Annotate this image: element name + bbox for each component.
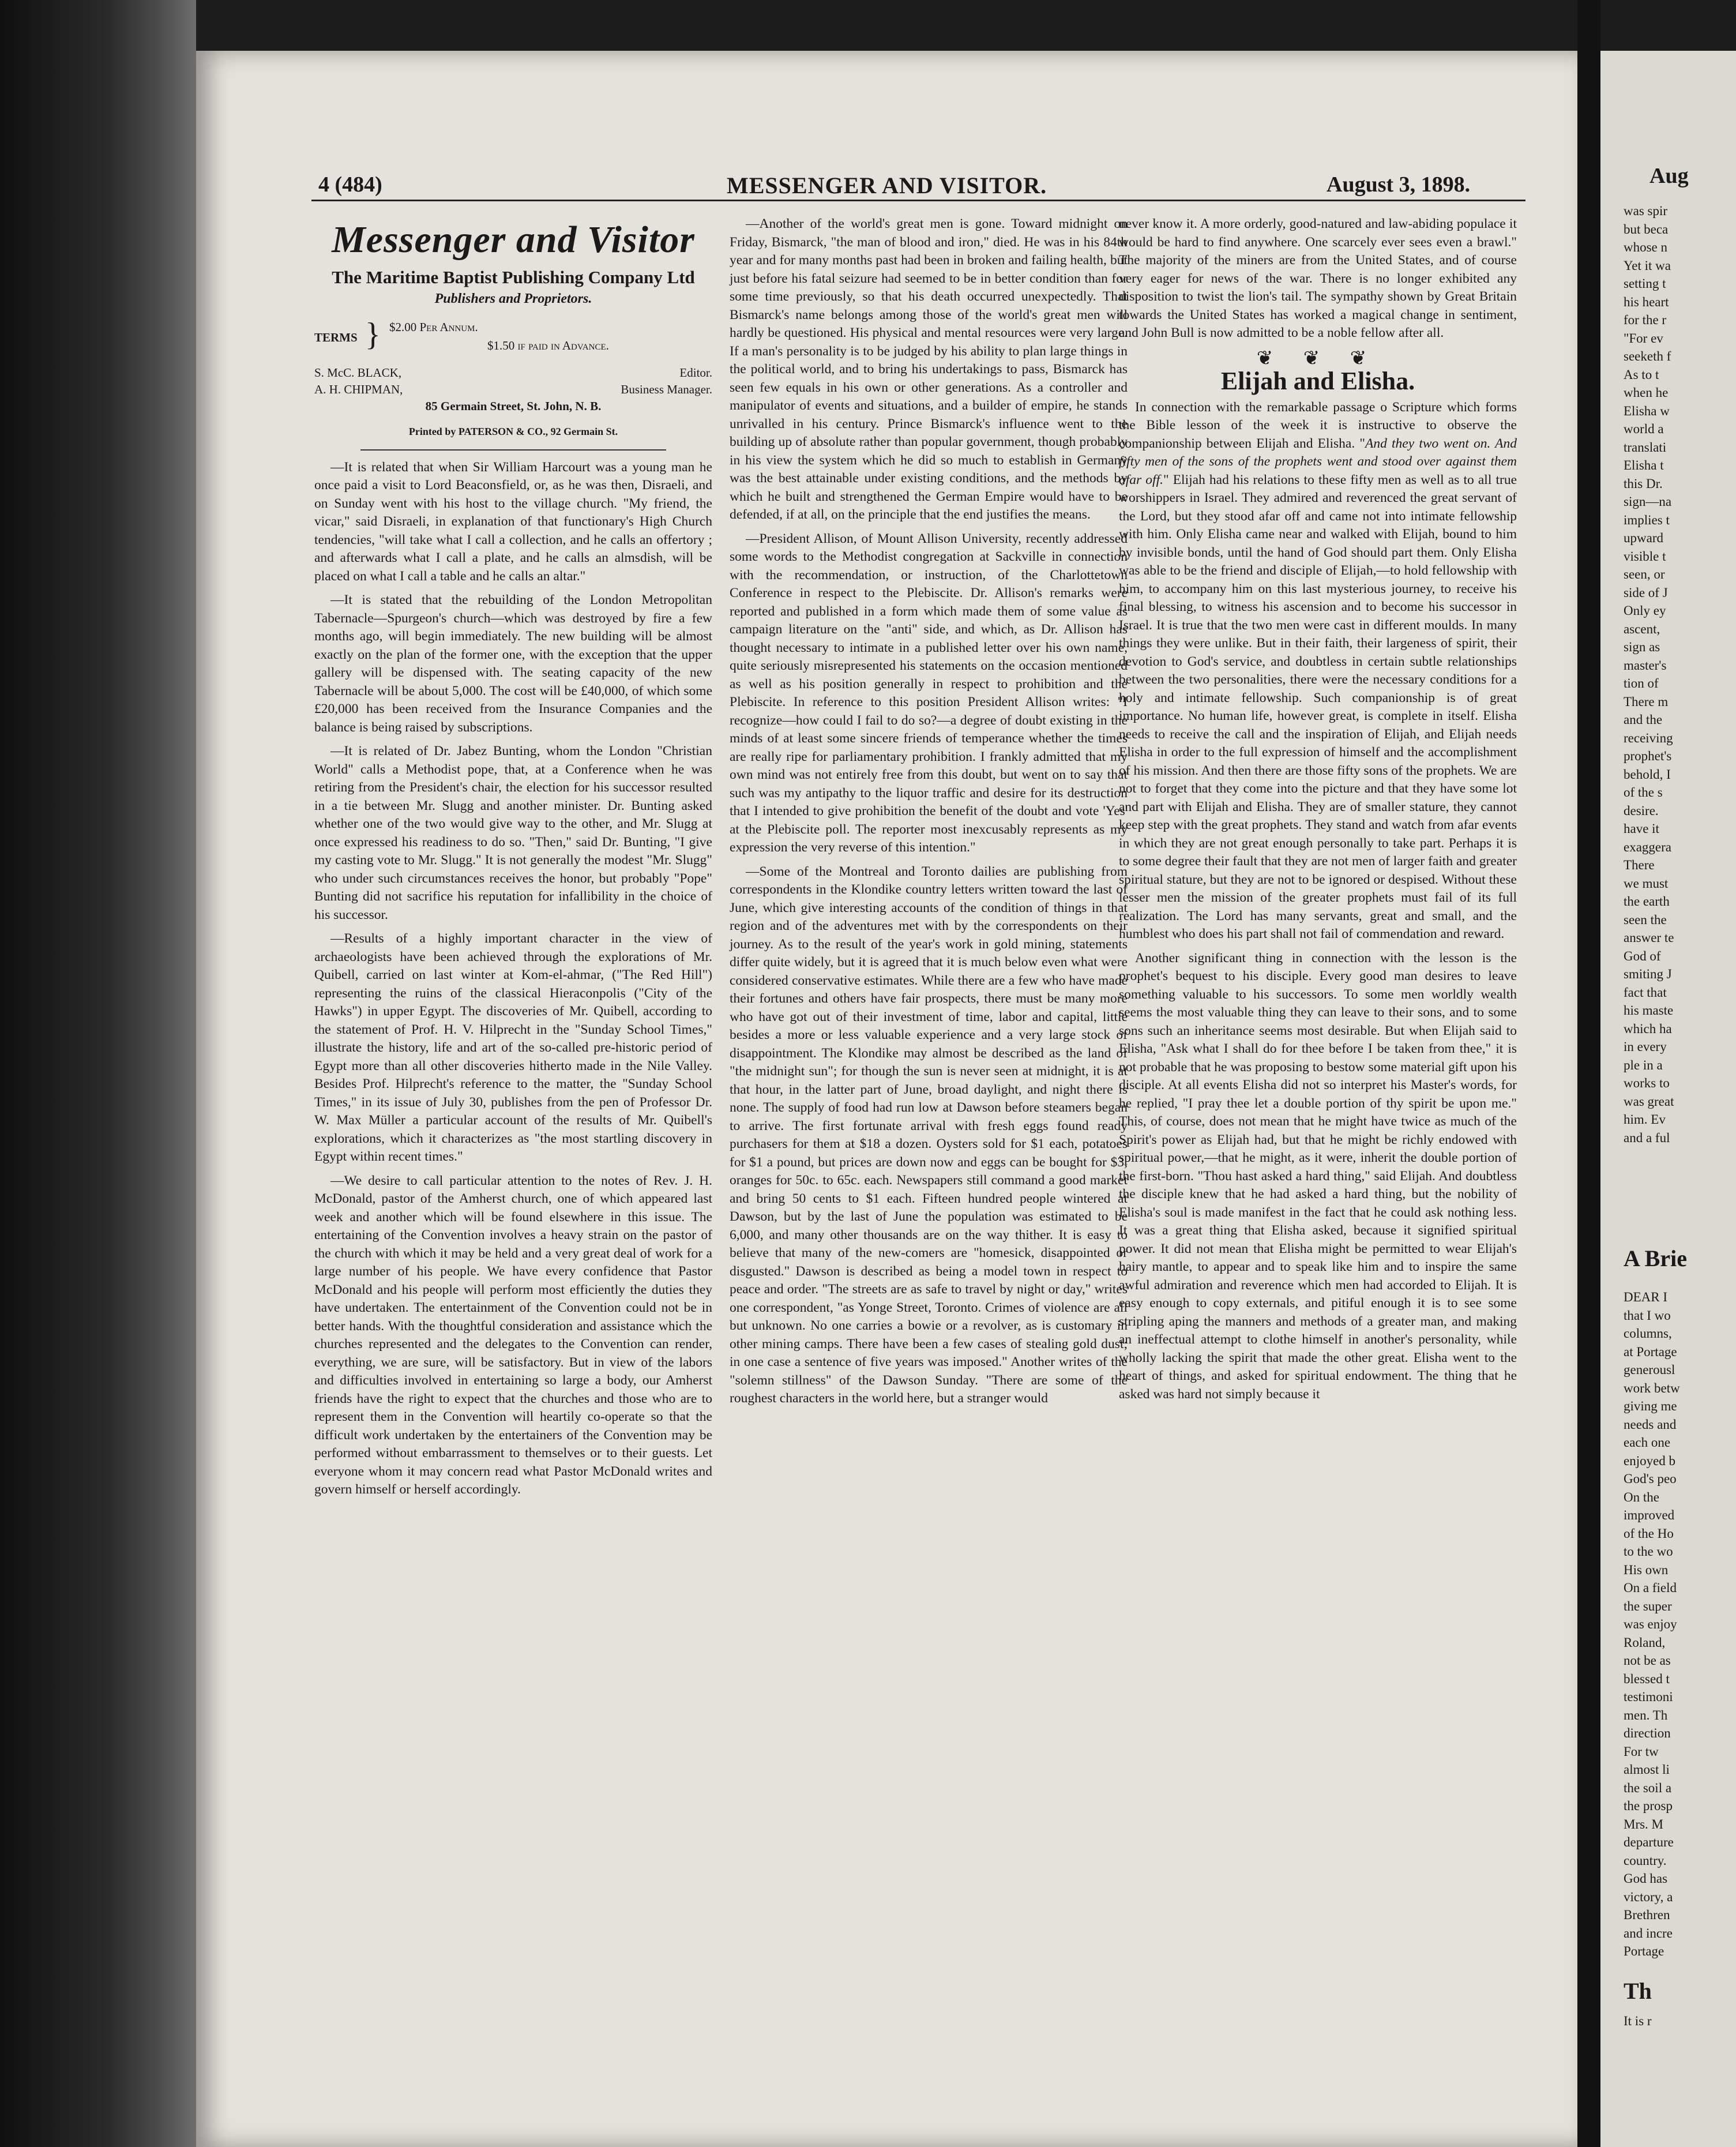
article-elijah-2: Another significant thing in connection with the lesson is the prophet's bequest to his disciple. Every good man desires to leave something valuable to his successors. To some men worldly wealth seems the most valuable thing they can leave to their sons, and to some sons such an inheritance seems most desirable. But when Elijah said to Elisha, "Ask what I shall do for thee before I be taken from thee," it is not probable that he was proposing to bestow some material gift upon his disciple. At all events Elisha did not so interpret his Master's words, for he replied, "I pray thee let a double portion of thy spirit be upon me." This, of course, does not mean that he might have twice as much of the Spirit's power as Elijah had, but that he might be richly endowed with spiritual power,—that he might, as it were, inherit the double portion of the first-born. "Thou hast asked a hard thing," said Elijah. And doubtless the disciple knew that he had asked a hard thing, but the nobility of Elisha's soul is made manifest in the fact that he could ask nothing less. It was a great thing that Elisha asked, because it signified spiritual power. It did not mean that Elisha might be permitted to wear Elijah's hairy mantle, to appear and to speak like him and to inspire the same awful admiration and reverence which men had accorded to Elijah. It is easy enough to copy externals, and pitiful enough it is to see some stripling aping the manners and methods of a greater man, and making an ineffectual attempt to clothe himself in another's personality, while wholly lacking the spirit that made the other great. Elisha went to the heart of things, and asked for spiritual endowment. The thing that he asked was hard not simply because it	[1119, 950, 1517, 1402]
facing-line: God of	[1624, 948, 1661, 963]
facing-line: seen the	[1624, 912, 1667, 927]
facing-heading-3: Th	[1624, 1978, 1652, 2004]
manager-role: Business Manager.	[621, 382, 712, 396]
terms-label: TERMS	[314, 331, 358, 344]
article-klondike: —Some of the Montreal and Toronto dailies are publishing from correspondents in the Klondike country letters written toward the last of June, which give interesting accounts of the condition of things in that region and of the adventures met with by the correspondents on their journey. As to the result of the year's work in gold mining, statements differ quite widely, but it is agreed that it is much below even what were considered conservative estimates. While there are a few who have made their fortunes and others have fair prospects, there must be many more who have got out of their investment of time, labor and capital, little besides a more or less valuable experience and a very large stock of disappointment. The Klondike may almost be described as the land of "the midnight sun"; for though the sun is never seen at midnight, it is at that hour, in the latter part of June, broad daylight, and night there is none. The supply of food had run low at Dawson before steamers began to arrive. The first fortunate arrival with fresh eggs found ready purchasers for them at $18 a dozen. Oysters sold for $1 each, potatoes for $1 a pound, but prices are down now and eggs can be bought for $3, oranges for 50c. to 65c. each. Newspapers still command a good market and bring 50 cents to $1 each. Fifteen hundred people wintered at Dawson, but by the last of June the population was estimated to be 6,000, and many other thousands are on the way thither. It is easy to believe that many of the new-comers are "homesick, disappointed or disgusted." Dawson is described as being a model town in respect to peace and order. "The streets are as safe to travel by night or day," writes one correspondent, "as Yonge Street, Toronto. Crimes of violence are all but unknown. No one carries a bowie or a revolver, as is customary in other mining camps. There have been a few cases of stealing gold dust; in one case a sentence of five years was imposed." Another writes of the "solemn stillness" of the Dawson Sunday. "There are some of the roughest characters in the world here, but a stranger would	[730, 864, 1128, 1406]
staff-editor	[314, 365, 712, 381]
facing-line: enjoyed b	[1624, 1453, 1676, 1468]
terms-annual: $2.00 Per Annum.	[389, 320, 478, 334]
facing-line: and incre	[1624, 1925, 1673, 1940]
editor-role: Editor.	[679, 366, 712, 380]
page-number: 4 (484)	[318, 172, 382, 197]
facing-line: not be as	[1624, 1653, 1671, 1668]
facing-line: seen, or	[1624, 567, 1665, 581]
facing-line: translati	[1624, 440, 1667, 455]
book-spine	[0, 0, 196, 2147]
facing-page-header: Aug	[1649, 164, 1689, 188]
facing-line: God has	[1624, 1871, 1668, 1886]
facing-line: needs and	[1624, 1417, 1677, 1432]
facing-line: was spir	[1624, 204, 1668, 218]
facing-line: For tw	[1624, 1744, 1659, 1759]
facing-line: the prosp	[1624, 1799, 1673, 1813]
facing-line: receiving	[1624, 730, 1673, 745]
facing-line: setting t	[1624, 276, 1666, 291]
masthead-publishers: Publishers and Proprietors.	[434, 291, 592, 306]
header-rule	[311, 200, 1525, 201]
facing-line: upward	[1624, 531, 1663, 545]
facing-line: which ha	[1624, 1021, 1672, 1036]
article-bunting: —It is related of Dr. Jabez Bunting, whom the London "Christian World" calls a Methodist pope, that, at a Conference when he was retiring from the President's chair, the election for his successor resulted in a tie between Mr. Slugg and another minister. Dr. Bunting asked whether one of the two would give way to the other, and Mr. Slugg at once expressed his readiness to do so. "Then," said Dr. Bunting, "I give my casting vote to Mr. Slugg." It is not generally the modest "Mr. Slugg" who under such circumstances receives the honor, but probably "Pope" Bunting did not sacrifice his reputation for infallibility in the choice of his successor.	[314, 744, 712, 922]
facing-line: fact that	[1624, 985, 1667, 1000]
facing-line: to the wo	[1624, 1544, 1673, 1559]
facing-line: exaggera	[1624, 839, 1671, 854]
article-klondike-cont: never know it. A more orderly, good-natured and law-abiding populace it would be hard to find anywhere. One scarcely ever sees even a brawl." The majority of the miners are from the United States, and of course very eager for news of the war. There is no longer exhibited any disposition to twist the lion's tail. The sympathy shown by Great Britain towards the United States has worked a magical change in sentiment, and John Bull is now admitted to be a noble fellow after all.	[1119, 216, 1517, 340]
facing-line: implies t	[1624, 512, 1670, 527]
facing-line: As to t	[1624, 367, 1659, 382]
facing-line: when he	[1624, 385, 1669, 400]
facing-line: master's	[1624, 658, 1667, 673]
facing-line: men. Th	[1624, 1707, 1668, 1722]
article-elijah-1	[1119, 399, 1517, 944]
brace-icon: }	[365, 317, 381, 352]
staff-manager	[314, 381, 712, 398]
masthead	[314, 215, 712, 451]
facing-line: His own	[1624, 1562, 1669, 1577]
facing-line: Elisha t	[1624, 458, 1664, 472]
terms-advance: $1.50 if paid in Advance.	[487, 339, 609, 352]
newspaper-page	[196, 51, 1577, 2147]
facing-line: for the r	[1624, 313, 1667, 327]
facing-line: country.	[1624, 1853, 1667, 1868]
facing-line: desire.	[1624, 803, 1659, 818]
scripture-quote: And they two went on. And fifty men of the sons of the prophets went and stood over against them afar off.	[1119, 436, 1517, 487]
facing-line: his maste	[1624, 1003, 1674, 1018]
column-2	[730, 215, 1128, 1414]
facing-line: Elisha w	[1624, 403, 1670, 418]
office-address: 85 Germain Street, St. John, N. B.	[425, 399, 602, 413]
facing-line: Portage	[1624, 1944, 1664, 1958]
column-1	[314, 215, 712, 1505]
facing-text-top	[1624, 202, 1736, 1147]
facing-line: this Dr.	[1624, 476, 1663, 491]
facing-line: Roland,	[1624, 1635, 1666, 1650]
facing-line: DEAR I	[1624, 1290, 1668, 1304]
facing-line: of the s	[1624, 785, 1663, 800]
facing-line: the super	[1624, 1598, 1672, 1613]
facing-line: There m	[1624, 694, 1669, 709]
facing-line: visible t	[1624, 549, 1666, 564]
facing-line: Brethren	[1624, 1908, 1670, 1922]
facing-line: generousl	[1624, 1362, 1675, 1377]
editor-name: S. McC. BLACK,	[314, 366, 402, 380]
facing-line: columns,	[1624, 1326, 1672, 1341]
article-harcourt: —It is related that when Sir William Harcourt was a young man he once paid a visit to Lord Beaconsfield, or, as he was then, Disraeli, and on Sunday went with his host to the village church. "My friend, the vicar," said Disraeli, in explanation of that functionary's High Church tendencies, "will take what I call a collection, and he calls an offertory ; and afterwards what I call a plate, and he calls an almsdish, will be placed on what I call a table and he calls an altar."	[314, 459, 712, 584]
facing-line: almost li	[1624, 1762, 1670, 1777]
facing-line: and the	[1624, 712, 1663, 727]
facing-line: On a field	[1624, 1581, 1677, 1595]
facing-page	[1600, 51, 1736, 2147]
facing-line: departure	[1624, 1835, 1674, 1849]
facing-heading-2: A Brie	[1624, 1245, 1687, 1271]
facing-text-mid	[1624, 1288, 1736, 1961]
facing-line: world a	[1624, 422, 1664, 436]
facing-line: giving me	[1624, 1399, 1677, 1413]
masthead-company: The Maritime Baptist Publishing Company Ltd	[332, 267, 695, 287]
facing-line: Yet it wa	[1624, 258, 1671, 273]
facing-line: ascent,	[1624, 621, 1660, 636]
facing-line: work betw	[1624, 1380, 1680, 1395]
facing-line: whose n	[1624, 240, 1668, 254]
facing-line: the earth	[1624, 894, 1670, 909]
facing-line: prophet's	[1624, 749, 1672, 763]
facing-line: seeketh f	[1624, 349, 1671, 363]
masthead-rule	[360, 449, 666, 451]
facing-line: him. Ev	[1624, 1112, 1666, 1127]
facing-line: his heart	[1624, 294, 1669, 309]
facing-line: was great	[1624, 1094, 1674, 1109]
facing-line: the soil a	[1624, 1780, 1672, 1795]
facing-line: but beca	[1624, 222, 1669, 237]
facing-line: Only ey	[1624, 603, 1666, 618]
facing-line: each one	[1624, 1435, 1671, 1450]
facing-line: at Portage	[1624, 1344, 1677, 1359]
facing-line: sign—na	[1624, 494, 1672, 509]
facing-line: we must	[1624, 876, 1669, 891]
column-3	[1119, 215, 1517, 1409]
facing-line: "For ev	[1624, 331, 1663, 346]
article-allison: —President Allison, of Mount Allison University, recently addressed some words to the Methodist congregation at Sackville in connection with the recommendation, or instruction, of the Charlottetown Conference in respect to the Plebiscite. Dr. Allison's remarks were reported and published in a form which made them of some value as campaign literature on the "anti" side, and which, as Dr. Allison has thought necessary to intimate in a published letter over his own name, quite seriously misrepresented his statements on the occasion mentioned as well as his position generally in respect to prohibition and the Plebiscite. In reference to this position President Allison writes: "I recognize—how could I fail to do so?—a degree of doubt existing in the minds of at least some sincere friends of temperance whether the times are really ripe for parliamentary prohibition. I frankly admitted that my own mind was not entirely free from this doubt, but went on to say that such was my antipathy to the liquor traffic and desire for its destruction that I intended to give prohibition the benefit of the doubt and vote 'Yes' at the Plebiscite poll. The reporter most inexcusably represents as my expression the very reverse of this intention."	[730, 531, 1128, 855]
facing-line: Mrs. M	[1624, 1816, 1664, 1831]
facing-line: testimoni	[1624, 1690, 1673, 1704]
facing-line: have it	[1624, 821, 1659, 836]
facing-line: smiting J	[1624, 967, 1672, 981]
facing-line: sign as	[1624, 640, 1660, 654]
printer-line: Printed by PATERSON & CO., 92 Germain St.	[408, 426, 618, 437]
facing-line: behold, I	[1624, 767, 1671, 782]
article-tabernacle: —It is stated that the rebuilding of the London Metropolitan Tabernacle—Spurgeon's church—which was destroyed by fire a few months ago, will begin immediately. The new building will be almost exactly on the plan of the former one, with the exception that the upper gallery will be dispensed with. The seating capacity of the new Tabernacle will be about 5,000. The cost will be £40,000, of which some £20,000 has been received from the Insurance Companies and the balance is being raised by subscriptions.	[314, 592, 712, 735]
facing-line: tion of	[1624, 676, 1659, 690]
section-heading: Elijah and Elisha.	[1220, 367, 1415, 395]
facing-line: answer te	[1624, 930, 1674, 945]
facing-line: that I wo	[1624, 1308, 1671, 1323]
section-ornament: ❦ ❦ ❦	[1256, 347, 1380, 369]
manager-name: A. H. CHIPMAN,	[314, 382, 403, 396]
facing-line: direction	[1624, 1726, 1671, 1740]
facing-line: improved	[1624, 1508, 1675, 1522]
staff-list	[314, 365, 712, 415]
elijah-text-b: " Elijah had his relations to these fifty men as well as to all true worshippers in Israel. They admired and reverenced the great servant of the Lord, but they stood afar off and came not into intimate fellowship with him. Only Elisha came near and walked with Elijah, bound to him by invisible bonds, until the hand of God should part them. Only Elisha was able to be the friend and disciple of Elijah,—to hold fellowship with him, to accompany him on this last mysterious journey, to receive his final blessing, to witness his ascension and to become his successor in Israel. It is true that the two men were cast in different moulds. In many things they were unlike. But in their faith, their largeness of spirit, their devotion to God's service, and doubtless in certain subtle relationships between the two personalities, there were the necessary conditions for a holy and intimate fellowship. Such companionship is of great importance. No human life, however great, is complete in itself. Elisha needs to receive the call and the inspiration of Elijah, and Elijah needs Elisha in order to the full expression of himself and the accomplishment of his mission. And then there are those fifty sons of the prophets. We are not to forget that they come into the picture and that they have some lot and part with Elijah and Elisha. They are of smaller stature, they cannot keep step with the great prophets. They stand and watch from afar events in which they are not great enough personally to take part. Perhaps it is to some degree their fault that they are not men of larger faith and greater spiritual stature, but they are not to be ignored or despised. Without these lesser men the mission of the greater prophets must fail of its full realization. The Lord has many servants, great and small, and the humblest who does his part shall not fail of commendation and reward.	[1119, 472, 1517, 941]
facing-line: of the Ho	[1624, 1526, 1674, 1541]
facing-text-bottom	[1624, 2012, 1736, 2030]
facing-line: and a ful	[1624, 1130, 1670, 1145]
article-convention: —We desire to call particular attention to the notes of Rev. J. H. McDonald, pastor of the Amherst church, one of which appeared last week and another which will be found elsewhere in this issue. The entertaining of the Convention involves a heavy strain on the pastor of the church with which it may be held and a very great deal of work for a large number of his people. We have every confidence that Pastor McDonald and his people will perform most efficiently the duties they have undertaken. The entertainment of the Convention could not be in better hands. With the thoughtful consideration and assistance which the churches represented and the delegates to the Convention can render, everything, we are sure, will be satisfactory. But in view of the labors and difficulties involved in entertaining so large a body, our Amherst friends have the right to expect that the churches and those who are to represent them in the Convention will heartily co-operate so that the difficult work undertaken by the entertainers of the Convention may be performed without embarrassment to themselves or to their guests. Let everyone whom it may concern read what Pastor McDonald writes and govern himself or herself accordingly.	[314, 1173, 712, 1497]
facing-line: side of J	[1624, 585, 1668, 600]
page-header	[196, 172, 1577, 207]
facing-line: blessed t	[1624, 1671, 1670, 1686]
elijah-text-a: In connection with the remarkable passage o Scripture which forms the Bible lesson of the week it is instructive to observe the companionship between Elijah and Elisha. "	[1119, 399, 1517, 451]
article-quibell: —Results of a highly important character in the view of archaeologists have been achieved through the explorations of Mr. Quibell, carried on last winter at Kom-el-ahmar, ("The Red Hill") representing the ruins of the classical Hieraconpolis ("City of the Hawks") in upper Egypt. The discoveries of Mr. Quibell, according to the statement of Prof. H. V. Hilprecht in the "Sunday School Times," illustrate the history, life and art of the so-called pre-historic period of Egypt more than all other discoveries hitherto made in the Nile Valley. Besides Prof. Hilprecht's reference to the matter, the "Sunday School Times," in its issue of July 30, publishes from the pen of Professor Dr. W. Max Müller a particular account of the results of Mr. Quibell's explorations, which it characterizes as "the most startling discovery in Egypt within recent times."	[314, 931, 712, 1164]
facing-line: There	[1624, 858, 1655, 872]
subscription-terms	[314, 316, 712, 361]
facing-line: ple in a	[1624, 1057, 1663, 1072]
facing-line: was enjoy	[1624, 1617, 1677, 1631]
facing-line: On the	[1624, 1489, 1659, 1504]
facing-line: victory, a	[1624, 1889, 1673, 1904]
facing-line: God's peo	[1624, 1472, 1677, 1486]
masthead-title: Messenger and Visitor	[332, 219, 695, 261]
facing-line: in every	[1624, 1039, 1667, 1054]
article-bismarck: —Another of the world's great men is gone. Toward midnight on Friday, Bismarck, "the man of blood and iron," died. He was in his 84th year and for many months past had been in broken and failing health, but just before his fatal seizure had seemed to be in better condition than for some time previously, so that his death occurred unexpectedly. That Bismarck's name belongs among those of the world's great men will hardly be questioned. His physical and mental resources were very large. If a man's personality is to be judged by his ability to plan large things in the political world, and to bring his undertakings to pass, Bismarck has seen few equals in his own or other generations. As a controller and manipulator of events and situations, and a builder of empire, he stands unrivalled in his century. Prince Bismarck's influence went to the building up of absolute rather than popular government, though probably in his view the system which he did so much to establish in Germany was the best attainable under existing conditions, and the methods by which he built and strengthened the German Empire would have to be defended, if at all, on the principle that the end justifies the means.	[730, 216, 1128, 522]
facing-line: It is r	[1624, 2014, 1652, 2028]
publication-date: August 3, 1898.	[1327, 172, 1471, 197]
facing-line: works to	[1624, 1076, 1670, 1090]
publication-name: MESSENGER AND VISITOR.	[727, 172, 1047, 198]
page-gutter	[1577, 0, 1600, 2147]
